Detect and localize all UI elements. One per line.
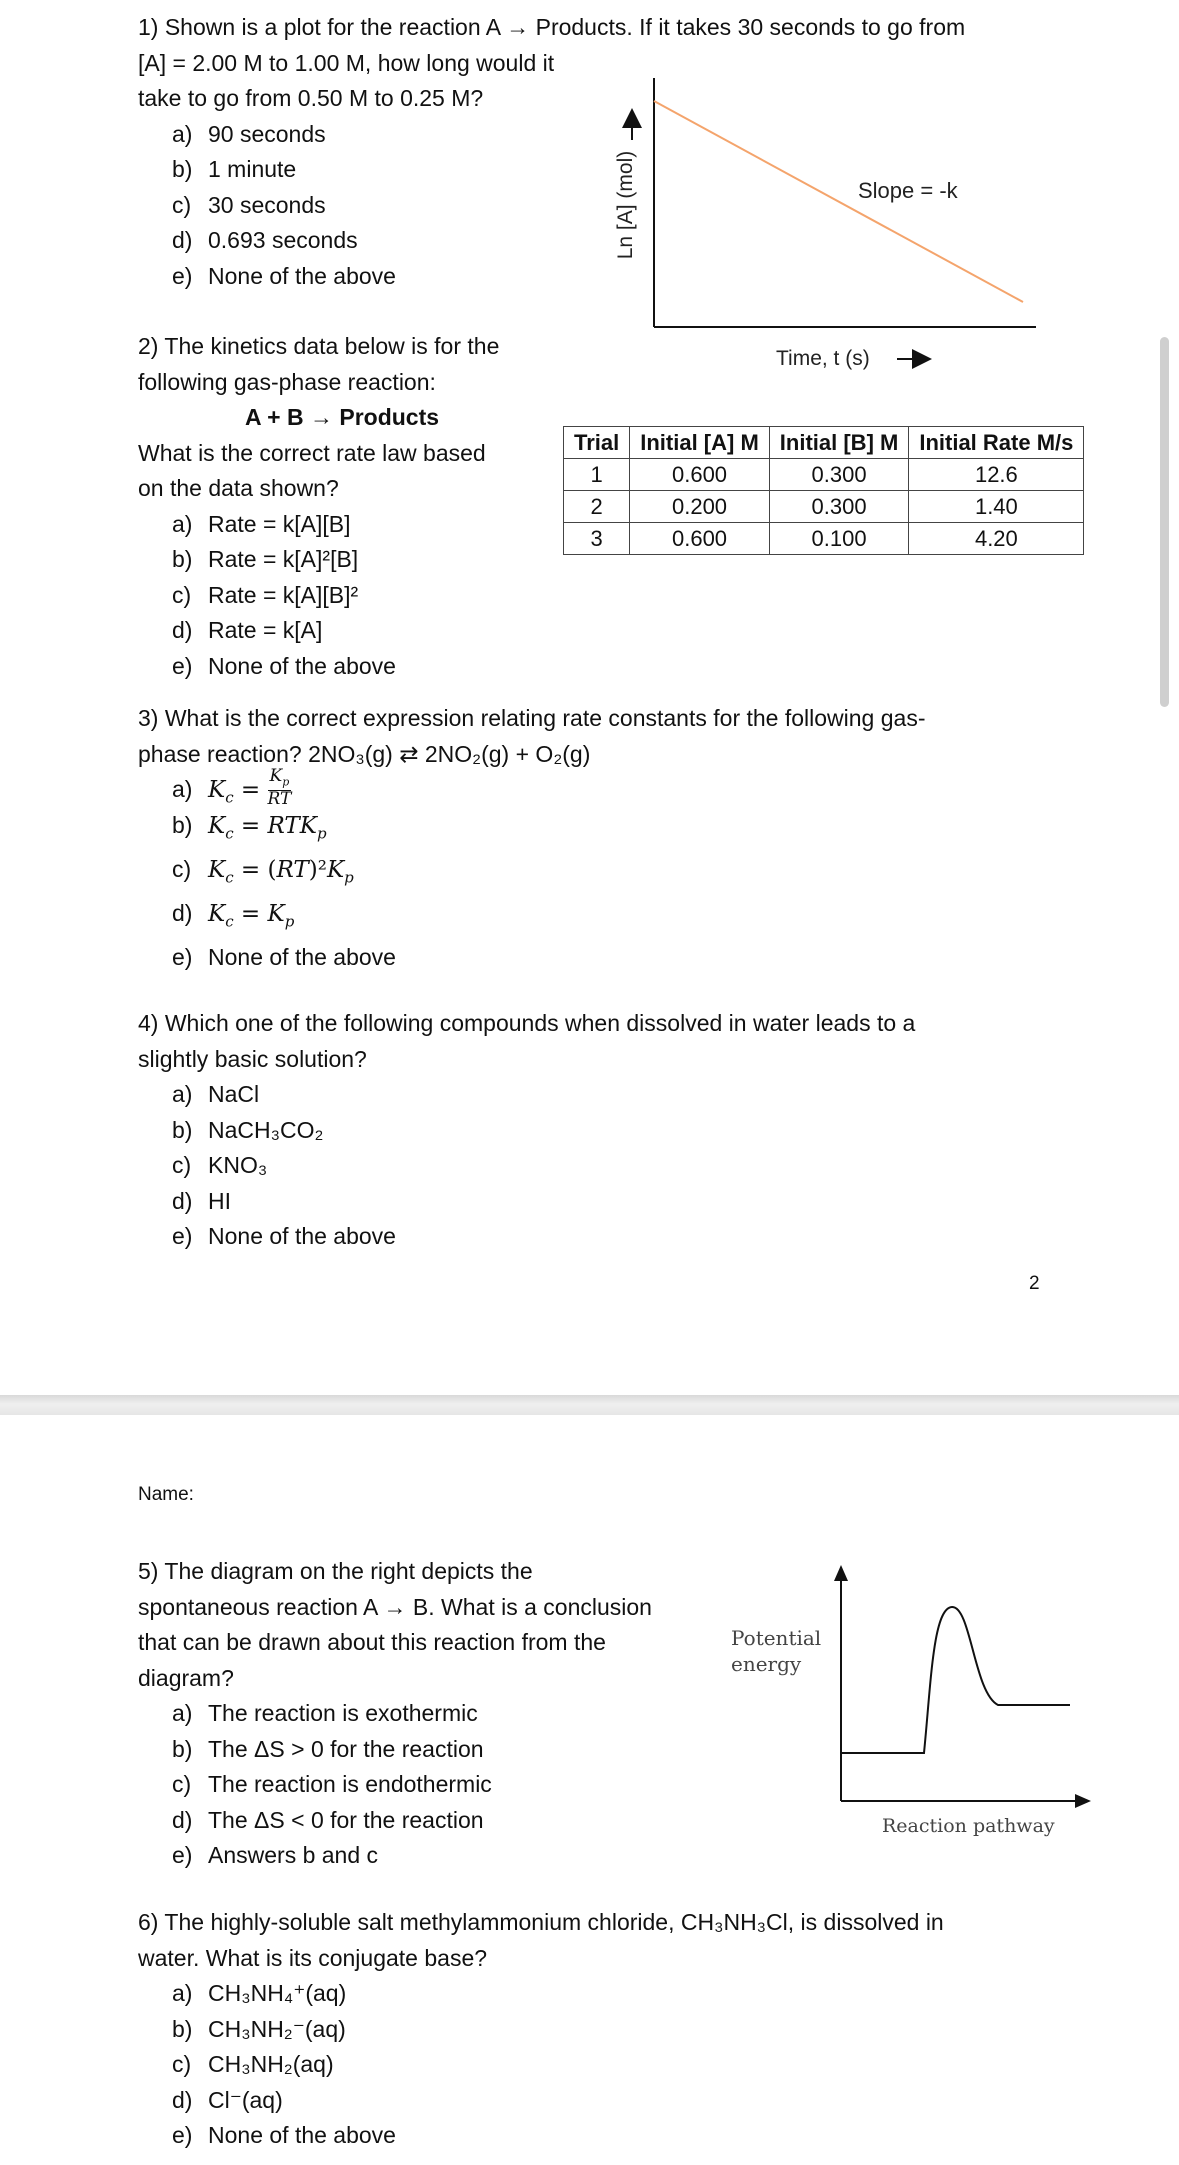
formula-kc-equals-kp: $K_c = K_p$ bbox=[208, 901, 295, 931]
kinetics-data-table bbox=[563, 426, 1084, 555]
question-text-line: 2) The kinetics data below is for the bbox=[138, 333, 500, 359]
answer-option[interactable]: a) NaCl bbox=[172, 1081, 260, 1107]
page-separator bbox=[0, 1395, 1179, 1415]
y-axis-label: Ln [A] (mol) bbox=[614, 150, 637, 260]
question-text-line: slightly basic solution? bbox=[138, 1045, 367, 1072]
formula-kc-equals-rt-squared-kp: $K_c = (RT)^2K_p$ bbox=[208, 857, 354, 887]
answer-option[interactable]: c) CH₃NH₂(aq) bbox=[172, 2051, 334, 2077]
answer-option[interactable]: a) CH₃NH₄⁺(aq) bbox=[172, 1980, 347, 2006]
ln-a-vs-time-plot bbox=[610, 70, 1070, 380]
potential-energy-diagram bbox=[725, 1563, 1095, 1848]
table-header-row bbox=[564, 427, 1084, 459]
answer-option[interactable]: d) HI bbox=[172, 1187, 231, 1214]
answer-option[interactable]: d) $K_c = K_p$ bbox=[172, 900, 295, 931]
answer-option[interactable]: e) None of the above bbox=[172, 1223, 396, 1249]
question-text-line: on the data shown? bbox=[138, 475, 339, 501]
question-4 bbox=[138, 1006, 915, 1255]
answer-options bbox=[138, 1696, 652, 1874]
answer-option[interactable]: c) Rate = k[A][B]² bbox=[172, 581, 359, 608]
column-header: Initial Rate M/s bbox=[909, 427, 1084, 459]
page-number: 2 bbox=[1029, 1273, 1040, 1294]
table-cell: 3 bbox=[564, 523, 630, 555]
answer-option[interactable]: c) 30 seconds bbox=[172, 191, 326, 218]
question-text-line: water. What is its conjugate base? bbox=[138, 1944, 488, 1971]
table-row bbox=[564, 491, 1084, 523]
column-header: Trial bbox=[564, 427, 630, 459]
answer-option[interactable]: e) Answers b and c bbox=[172, 1842, 379, 1868]
page-2 bbox=[0, 1415, 1179, 2165]
x-axis-label: Time, t (s) bbox=[776, 347, 870, 370]
question-6 bbox=[138, 1905, 944, 2154]
table-cell: 0.600 bbox=[630, 523, 770, 555]
question-text-line: that can be drawn about this reaction from the bbox=[138, 1629, 606, 1655]
question-text-line: [A] = 2.00 M to 1.00 M, how long would it bbox=[138, 49, 555, 76]
table-cell: 4.20 bbox=[909, 523, 1084, 555]
question-text-line: phase reaction? 2NO₃(g) ⇄ 2NO₂(g) + O₂(g) bbox=[138, 740, 591, 767]
y-axis-label-group bbox=[614, 151, 637, 260]
answer-option[interactable]: c) KNO₃ bbox=[172, 1152, 268, 1178]
question-text-line: 1) Shown is a plot for the reaction A → Products. If it takes 30 seconds to go from bbox=[138, 14, 966, 40]
name-label: Name: bbox=[138, 1484, 194, 1505]
answer-option[interactable]: d) Cl⁻(aq) bbox=[172, 2086, 283, 2113]
answer-options bbox=[138, 765, 925, 976]
answer-option[interactable]: b) $K_c = RTK_p$ bbox=[172, 812, 327, 843]
answer-options bbox=[138, 1077, 915, 1255]
answer-option[interactable]: b) NaCH₃CO₂ bbox=[172, 1116, 324, 1143]
answer-option[interactable]: b) 1 minute bbox=[172, 156, 297, 182]
answer-option[interactable]: a) 90 seconds bbox=[172, 120, 326, 147]
y-axis-arrow-icon bbox=[834, 1565, 848, 1581]
energy-curve bbox=[841, 1607, 1070, 1753]
linear-decay-line bbox=[654, 101, 1023, 302]
answer-option[interactable]: e) None of the above bbox=[172, 652, 396, 679]
question-text-line: take to go from 0.50 M to 0.25 M? bbox=[138, 85, 484, 111]
answer-option[interactable]: c) The reaction is endothermic bbox=[172, 1771, 492, 1797]
answer-option[interactable]: e) None of the above bbox=[172, 2122, 396, 2148]
slope-label: Slope = -k bbox=[858, 178, 958, 203]
answer-option[interactable]: a) Rate = k[A][B] bbox=[172, 510, 351, 537]
question-text-line: 5) The diagram on the right depicts the bbox=[138, 1558, 533, 1584]
answer-option[interactable]: d) 0.693 seconds bbox=[172, 227, 358, 253]
y-axis-label-line1: Potential bbox=[731, 1626, 822, 1650]
answer-options bbox=[138, 507, 499, 685]
answer-option[interactable]: a) The reaction is exothermic bbox=[172, 1700, 478, 1726]
table-cell: 2 bbox=[564, 491, 630, 523]
table-cell: 1 bbox=[564, 459, 630, 491]
answer-options bbox=[138, 1976, 944, 2154]
question-5 bbox=[138, 1554, 652, 1874]
column-header: Initial [A] M bbox=[630, 427, 770, 459]
table-row bbox=[564, 523, 1084, 555]
question-text-line: spontaneous reaction A → B. What is a conclusion bbox=[138, 1593, 652, 1620]
table-cell: 0.100 bbox=[769, 523, 909, 555]
answer-option[interactable]: d) Rate = k[A] bbox=[172, 617, 323, 643]
answer-option[interactable]: c) $K_c = (RT)^2K_p$ bbox=[172, 856, 354, 887]
table-cell: 0.300 bbox=[769, 491, 909, 523]
table-row bbox=[564, 459, 1084, 491]
answer-option[interactable]: b) The ΔS > 0 for the reaction bbox=[172, 1735, 484, 1762]
question-text-line: What is the correct rate law based bbox=[138, 439, 486, 466]
x-axis-label: Reaction pathway bbox=[882, 1815, 1055, 1837]
y-axis-label-line2: energy bbox=[731, 1652, 802, 1676]
answer-option[interactable]: a) $K_c$ = $\frac{K_p}{RT}$ bbox=[172, 765, 292, 810]
answer-option[interactable]: b) CH₃NH₂⁻(aq) bbox=[172, 2015, 346, 2042]
table-cell: 0.200 bbox=[630, 491, 770, 523]
formula-kc-equals-rtkp: $K_c = RTK_p$ bbox=[208, 813, 327, 843]
question-text-line: 6) The highly-soluble salt methylammonium chloride, CH₃NH₃Cl, is dissolved in bbox=[138, 1909, 944, 1935]
question-2 bbox=[138, 329, 499, 684]
column-header: Initial [B] M bbox=[769, 427, 909, 459]
table-cell: 0.300 bbox=[769, 459, 909, 491]
table-cell: 0.600 bbox=[630, 459, 770, 491]
answer-option[interactable]: b) Rate = k[A]²[B] bbox=[172, 546, 359, 572]
question-text-line: diagram? bbox=[138, 1664, 234, 1691]
answer-option[interactable]: d) The ΔS < 0 for the reaction bbox=[172, 1806, 484, 1833]
vertical-scrollbar[interactable] bbox=[1160, 337, 1169, 707]
question-text-line: 3) What is the correct expression relating rate constants for the following gas- bbox=[138, 705, 926, 731]
x-axis-arrow-icon bbox=[1075, 1794, 1091, 1808]
answer-option[interactable]: e) None of the above bbox=[172, 944, 396, 971]
answer-option[interactable]: e) None of the above bbox=[172, 262, 396, 289]
question-text-line: 4) Which one of the following compounds when dissolved in water leads to a bbox=[138, 1010, 916, 1036]
reaction-equation: A + B → Products bbox=[245, 404, 440, 430]
table-cell: 12.6 bbox=[909, 459, 1084, 491]
table-cell: 1.40 bbox=[909, 491, 1084, 523]
formula-kc-equals-kp-over-rt: $K_c$ = $\frac{K_p}{RT}$ bbox=[208, 765, 292, 810]
question-text-line: following gas-phase reaction: bbox=[138, 368, 436, 395]
question-3 bbox=[138, 701, 925, 976]
